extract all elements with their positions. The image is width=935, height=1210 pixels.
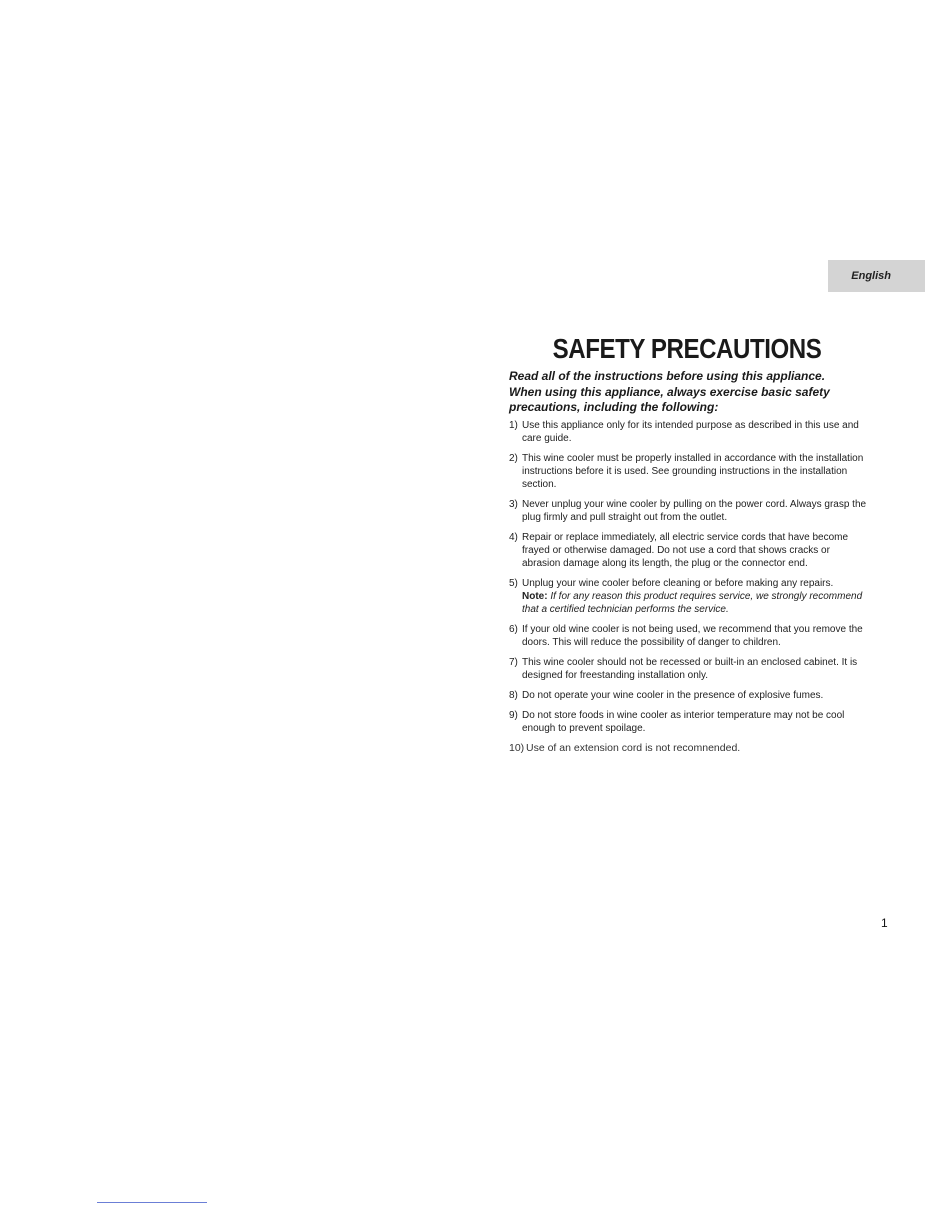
item-number: 1) <box>509 420 518 431</box>
list-item <box>509 452 869 491</box>
item-number: 6) <box>509 624 518 635</box>
list-item <box>509 689 869 702</box>
item-text: Never unplug your wine cooler by pulling on the power cord. Always grasp the plug firmly and pull straight out from the outlet. <box>522 499 867 523</box>
page-number: 1 <box>881 916 888 930</box>
item-number: 4) <box>509 532 518 543</box>
list-item <box>509 623 869 649</box>
list-item <box>509 577 869 616</box>
item-text: Do not operate your wine cooler in the presence of explosive fumes. <box>522 690 824 701</box>
list-item <box>509 531 869 570</box>
item-number: 5) <box>509 578 518 589</box>
item-number: 7) <box>509 657 518 668</box>
list-item <box>509 709 869 735</box>
item-text: If your old wine cooler is not being used, we recommend that you remove the doors. This will reduce the possibility of danger to children. <box>522 624 863 648</box>
note-label: Note: <box>522 591 548 602</box>
item-text-with-note <box>522 577 869 616</box>
language-tab: English <box>828 260 925 292</box>
list-item <box>509 656 869 682</box>
list-item <box>509 498 869 524</box>
precautions-list <box>509 419 869 762</box>
item-text: Use this appliance only for its intended purpose as described in this use and care guide. <box>522 420 859 444</box>
intro-text: Read all of the instructions before using this appliance. When using this appliance, always exercise basic safety precautions, including the following: <box>509 369 830 414</box>
item-text: Use of an extension cord is not recomnended. <box>526 742 741 754</box>
page-title: SAFETY PRECAUTIONS <box>552 333 822 364</box>
item-number: 2) <box>509 453 518 464</box>
note-text: If for any reason this product requires service, we strongly recommend that a certified technician performs the service. <box>522 591 863 615</box>
item-text: Unplug your wine cooler before cleaning or before making any repairs. <box>522 578 834 589</box>
item-number: 3) <box>509 499 518 510</box>
item-text: Do not store foods in wine cooler as interior temperature may not be cool enough to prevent spoilage. <box>522 710 845 734</box>
item-text: Repair or replace immediately, all electric service cords that have become frayed or otherwise damaged. Do not use a cord that shows cracks or abrasion damage along its length, the plug or the connector end. <box>522 532 849 569</box>
item-number: 8) <box>509 690 518 701</box>
item-text: This wine cooler should not be recessed or built-in an enclosed cabinet. It is designed for freestanding installation only. <box>522 657 858 681</box>
item-text: This wine cooler must be properly installed in accordance with the installation instructions before it is used. See grounding instructions in the installation section. <box>522 453 864 490</box>
list-item <box>509 742 869 755</box>
footer-link-underline[interactable] <box>97 1202 207 1203</box>
item-number: 9) <box>509 710 518 721</box>
list-item <box>509 419 869 445</box>
item-number: 10) <box>509 742 525 754</box>
